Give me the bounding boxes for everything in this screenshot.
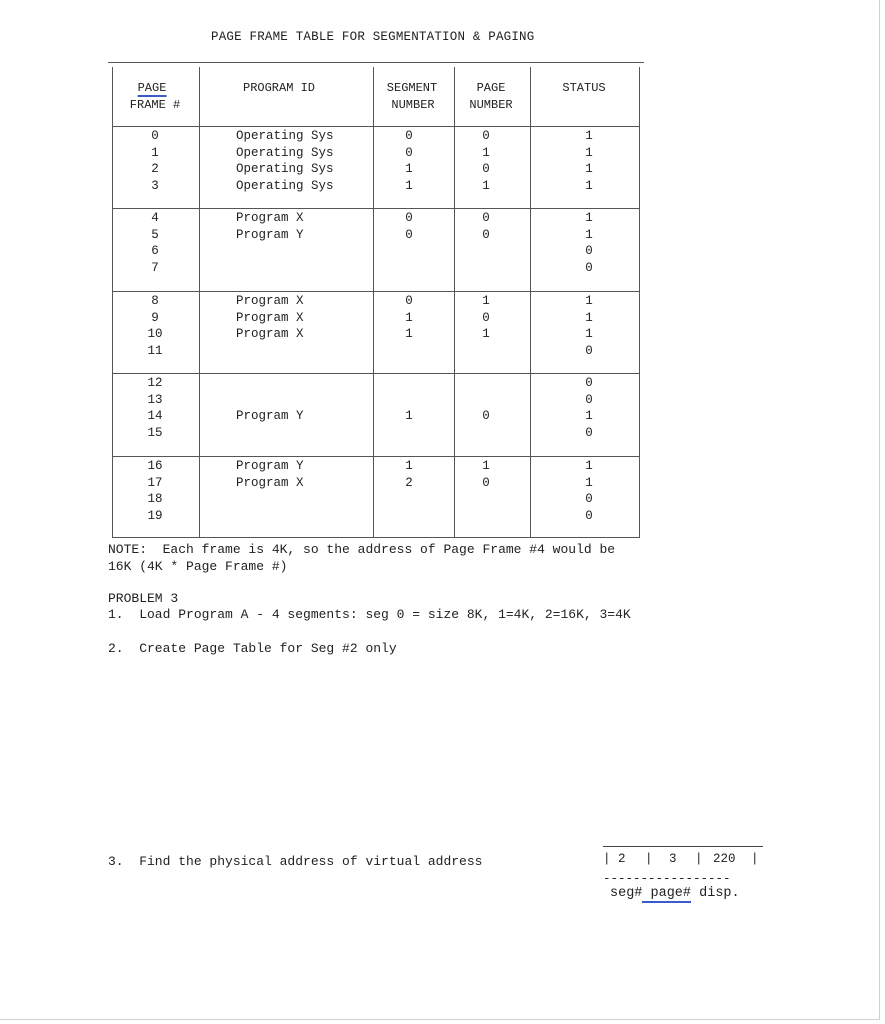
cell-frame: 13 [147,392,163,407]
problem-item-1: 1. Load Program A - 4 segments: seg 0 = size 8K, 1=4K, 2=16K, 3=4K [108,607,631,622]
cell-program: Program Y [236,409,304,424]
cell-status: 0 [585,492,593,507]
cell-frame: 5 [151,227,159,242]
cell-page: 0 [482,409,490,424]
col-divider-frame [199,67,200,537]
cell-segment: 1 [405,178,413,193]
cell-program: Program Y [236,227,304,242]
cell-frame: 0 [151,129,159,143]
cell-status: 0 [585,244,593,259]
page-title: PAGE FRAME TABLE FOR SEGMENTATION & PAGING [211,30,535,44]
group4-bottom-rule [112,456,640,457]
cell-status: 1 [585,162,593,177]
vaddr-disp: 220 [713,852,736,866]
cell-segment: 1 [405,409,413,424]
vaddr-seg: 2 [618,852,626,866]
cell-program: Operating Sys [236,178,334,193]
vaddr-dash-rule: ----------------- [603,872,731,886]
cell-status: 0 [585,260,593,275]
cell-segment: 0 [405,129,413,143]
vaddr-labels [610,886,740,901]
cell-frame: 11 [147,343,163,358]
header-page-frame-line1 [138,81,167,95]
vaddr-disp-label: disp. [691,886,740,901]
cell-segment: 2 [405,475,413,490]
cell-frame: 16 [147,459,163,473]
vaddr-bar-2: | [645,852,653,866]
cell-program: Program Y [236,459,304,473]
vaddr-page-label: page# [642,886,692,901]
cell-page: 0 [482,162,490,177]
cell-frame: 9 [151,310,159,325]
virtual-address-box [603,852,763,874]
group2-bottom-rule [112,291,640,292]
header-segment-line1: SEGMENT [386,81,438,95]
cell-frame: 17 [147,475,163,490]
cell-page: 0 [482,129,490,143]
vaddr-seg-label: seg# [610,886,643,901]
cell-page: 0 [482,475,490,490]
header-program-id: PROGRAM ID [242,81,316,95]
cell-frame: 7 [151,260,159,275]
problem-item-2: 2. Create Page Table for Seg #2 only [108,641,397,656]
cell-status: 1 [585,227,593,242]
cell-status: 1 [585,409,593,424]
col-divider-program [373,67,374,537]
cell-program: Program X [236,294,304,308]
cell-status: 1 [585,475,593,490]
col-divider-left [112,67,113,537]
cell-segment: 0 [405,211,413,225]
cell-frame: 15 [147,425,163,440]
cell-frame: 10 [147,327,163,342]
col-divider-page [530,67,531,537]
cell-status: 0 [585,376,593,390]
cell-page: 1 [482,327,490,342]
cell-page: 1 [482,178,490,193]
cell-program: Program X [236,327,304,342]
vaddr-bar-1: | [603,852,611,866]
vaddr-bar-3: | [695,852,703,866]
cell-frame: 4 [151,211,159,225]
cell-status: 1 [585,211,593,225]
cell-program: Operating Sys [236,162,334,177]
cell-program: Program X [236,475,304,490]
cell-segment: 1 [405,162,413,177]
cell-page: 1 [482,459,490,473]
cell-status: 1 [585,459,593,473]
cell-status: 0 [585,343,593,358]
header-segment-line2: NUMBER [391,98,435,112]
header-page-frame-line2: FRAME # [129,98,181,112]
note-line2: 16K (4K * Page Frame #) [108,559,288,574]
group5-bottom-rule [112,537,640,538]
header-page-line1: PAGE [476,81,506,95]
cell-program: Operating Sys [236,145,334,160]
cell-frame: 2 [151,162,159,177]
col-divider-right [639,67,640,537]
cell-status: 1 [585,145,593,160]
vaddr-page: 3 [669,852,677,866]
col-divider-segment [454,67,455,537]
cell-frame: 14 [147,409,163,424]
cell-frame: 1 [151,145,159,160]
problem-item-3: 3. Find the physical address of virtual address [108,854,483,869]
group3-bottom-rule [112,373,640,374]
cell-frame: 18 [147,492,163,507]
cell-page: 0 [482,211,490,225]
cell-segment: 0 [405,227,413,242]
cell-segment: 0 [405,145,413,160]
cell-program: Program X [236,211,304,225]
vaddr-bar-4: | [751,852,759,866]
cell-status: 1 [585,129,593,143]
cell-status: 1 [585,178,593,193]
table-top-rule [108,62,644,63]
cell-frame: 19 [147,508,163,523]
cell-segment: 1 [405,459,413,473]
cell-status: 0 [585,392,593,407]
header-status: STATUS [562,81,606,95]
note-line1: NOTE: Each frame is 4K, so the address of Page Frame #4 would be [108,542,616,557]
cell-segment: 1 [405,327,413,342]
cell-frame: 12 [147,376,163,390]
cell-frame: 3 [151,178,159,193]
cell-frame: 6 [151,244,159,259]
cell-page: 1 [482,145,490,160]
header-page-link: PAGE [137,81,167,95]
header-page-line2: NUMBER [469,98,513,112]
vaddr-top-rule [603,846,763,847]
cell-frame: 8 [151,294,159,308]
cell-page: 1 [482,294,490,308]
cell-status: 0 [585,508,593,523]
cell-program: Operating Sys [236,129,334,143]
cell-status: 1 [585,294,593,308]
group1-bottom-rule [112,208,640,209]
cell-page: 0 [482,227,490,242]
cell-status: 1 [585,327,593,342]
cell-page: 0 [482,310,490,325]
cell-status: 0 [585,425,593,440]
header-bottom-rule [112,126,640,127]
cell-program: Program X [236,310,304,325]
cell-segment: 0 [405,294,413,308]
cell-segment: 1 [405,310,413,325]
note [108,541,615,575]
cell-status: 1 [585,310,593,325]
problem-heading: PROBLEM 3 [108,591,179,606]
